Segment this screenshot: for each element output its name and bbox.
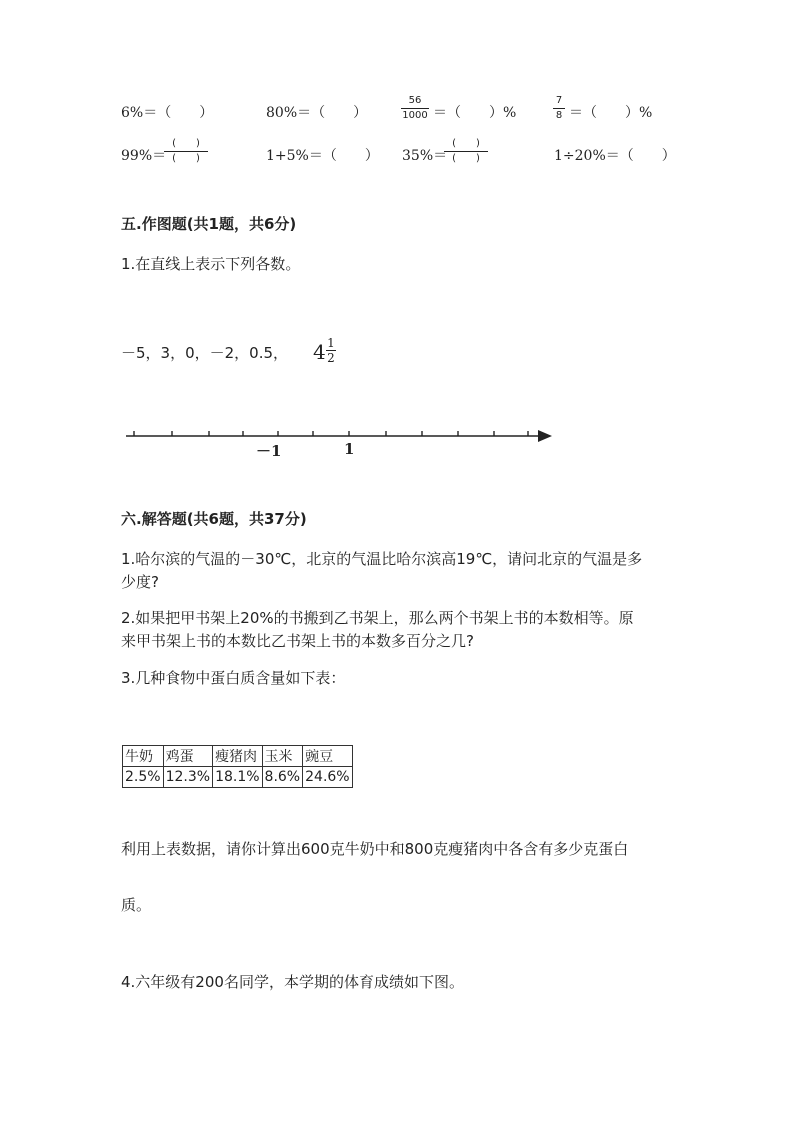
mixed-number-fraction: 1 2 bbox=[327, 336, 335, 365]
section6-q2-line2: 来甲书架上书的本数比乙书架上书的本数多百分之几? bbox=[121, 632, 474, 650]
tick-label-pos1: 1 bbox=[344, 440, 355, 458]
table-header-cell: 鸡蛋 bbox=[163, 746, 212, 767]
section6-q2-line1: 2.如果把甲书架上20%的书搬到乙书架上，那么两个书架上书的本数相等。原 bbox=[121, 609, 634, 627]
exercise-80-percent: 80%＝（ ） bbox=[266, 105, 368, 121]
table-header-row bbox=[123, 746, 353, 767]
table-header-cell: 牛奶 bbox=[123, 746, 164, 767]
section6-q3-line2: 利用上表数据，请你计算出600克牛奶中和800克瘦猪肉中各含有多少克蛋白 bbox=[121, 840, 629, 858]
table-cell: 12.3% bbox=[163, 767, 212, 788]
fraction-56-1000: 56 1000 bbox=[402, 95, 428, 121]
table-cell: 8.6% bbox=[262, 767, 303, 788]
exercise-1-div-20-percent: 1÷20%＝（ ） bbox=[554, 148, 676, 164]
section6-q1-line2: 少度? bbox=[121, 573, 159, 591]
exercise-1-plus-5-percent: 1+5%＝（ ） bbox=[266, 148, 379, 164]
section6-q3: 3.几种食物中蛋白质含量如下表： bbox=[121, 669, 346, 687]
number-line bbox=[120, 424, 560, 464]
table-row bbox=[123, 767, 353, 788]
protein-table bbox=[122, 745, 353, 788]
table-cell: 2.5% bbox=[123, 767, 164, 788]
fraction-blank-35: ( ) ( ) bbox=[444, 139, 488, 164]
numbers-to-plot: －5，3，0，－2，0.5， bbox=[121, 344, 289, 362]
exercise-7-8-rest: ＝（ ）% bbox=[569, 105, 653, 121]
exercise-35-percent: 35%＝ bbox=[402, 148, 448, 164]
table-cell: 24.6% bbox=[303, 767, 352, 788]
section6-title: 六.解答题(共6题，共37分) bbox=[121, 510, 307, 528]
section6-q1-line1: 1.哈尔滨的气温的－30℃，北京的气温比哈尔滨高19℃，请问北京的气温是多 bbox=[121, 550, 643, 568]
exercise-6-percent: 6%＝（ ） bbox=[121, 105, 214, 121]
section6-q3-line3: 质。 bbox=[121, 896, 152, 914]
table-header-cell: 豌豆 bbox=[303, 746, 352, 767]
exercise-99-percent: 99%＝ bbox=[121, 148, 167, 164]
section5-question-1: 1.在直线上表示下列各数。 bbox=[121, 255, 301, 273]
table-header-cell: 玉米 bbox=[262, 746, 303, 767]
number-line-arrow bbox=[538, 430, 552, 442]
fraction-7-8: 7 8 bbox=[553, 96, 565, 121]
tick-label-neg1: －1 bbox=[256, 442, 282, 460]
table-cell: 18.1% bbox=[213, 767, 262, 788]
section5-title: 五.作图题(共1题，共6分) bbox=[121, 215, 297, 233]
mixed-number-whole: 4 bbox=[313, 340, 326, 364]
section6-q4: 4.六年级有200名同学，本学期的体育成绩如下图。 bbox=[121, 973, 464, 991]
exercise-56-1000-rest: ＝（ ）% bbox=[433, 105, 517, 121]
fraction-blank-99: ( ) ( ) bbox=[164, 139, 208, 164]
table-header-cell: 瘦猪肉 bbox=[213, 746, 262, 767]
